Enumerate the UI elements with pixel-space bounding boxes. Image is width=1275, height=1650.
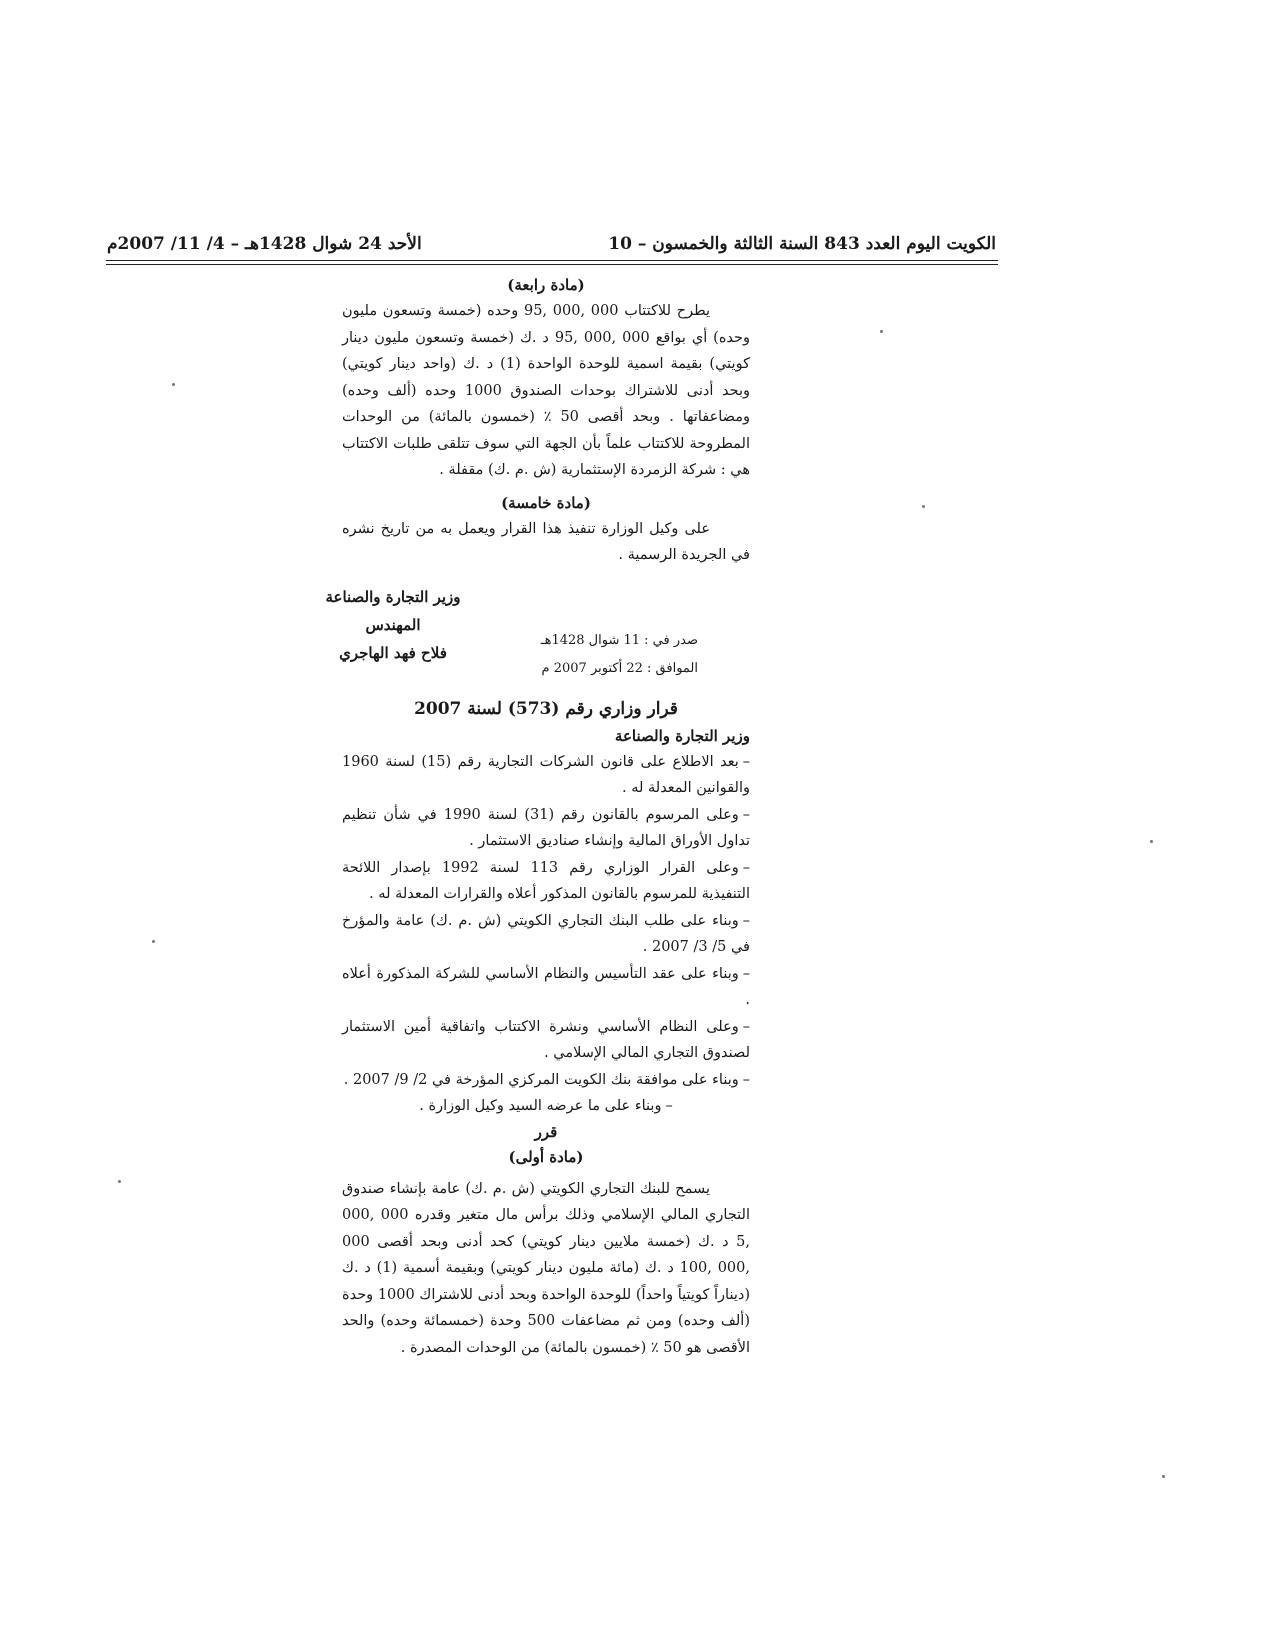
preamble-item: –وعلى النظام الأساسي ونشرة الاكتتاب واتفاقية أمين الاستثمار لصندوق التجاري المالي الإسلامي . <box>342 1018 750 1061</box>
scan-speck <box>118 1180 121 1183</box>
signatory-rank: المهندس <box>365 615 421 634</box>
scan-speck <box>152 940 155 943</box>
signature-block <box>325 583 750 695</box>
decree-subtitle: وزير التجارة والصناعة <box>614 726 750 745</box>
preamble-item: –وبناء على عقد التأسيس والنظام الأساسي للشركة المذكورة أعلاه . <box>342 965 750 1008</box>
issued-date: صدر في : 11 شوال 1428هـ <box>540 632 698 648</box>
scan-speck <box>922 505 925 508</box>
decided-heading: قرر <box>534 1122 558 1141</box>
article-5-text: على وكيل الوزارة تنفيذ هذا القرار ويعمل به من تاريخ نشره في الجريدة الرسمية . <box>342 520 750 563</box>
corresponding-date: الموافق : 22 أكتوبر 2007 م <box>541 660 698 676</box>
preamble-item: –وعلى القرار الوزاري رقم 113 لسنة 1992 بإصدار اللائحة التنفيذية للمرسوم بالقانون المذكور أعلاه والقرارات المعدلة له . <box>342 859 750 902</box>
signatory <box>308 583 478 667</box>
header-date: الأحد 24 شوال 1428هـ – 4/ 11/ 2007م <box>107 234 422 254</box>
article-5-title: (مادة خامسة) <box>501 493 591 512</box>
article-4-title: (مادة رابعة) <box>507 276 585 294</box>
preamble-item: –وعلى المرسوم بالقانون رقم (31) لسنة 1990 في شأن تنظيم تداول الأوراق المالية وإنشاء صناديق الاستثمار . <box>342 806 750 849</box>
decree-title: قرار وزاري رقم (573) لسنة 2007 <box>414 698 678 719</box>
signatory-title: وزير التجارة والصناعة <box>325 587 461 606</box>
text-column <box>325 272 751 1361</box>
scan-speck <box>1150 840 1153 843</box>
preamble-item: –وبناء على موافقة بنك الكويت المركزي المؤرخة في 2/ 9/ 2007 . <box>343 1071 750 1088</box>
article-4-text: يطرح للاكتتاب 000 ,000 ,95 وحده (خمسة وتسعون مليون وحده) أي بواقع 000 ,000 ,95 د .ك (خمسة وتسعون مليون دينار كويتي) بقيمة اسمية للوحدة الواحدة (1) د .ك (واحد دينار كويتي) وبحد أدنى للاشتراك بوحدات الصندوق 1000 وحده (ألف وحده) ومضاعفاتها . وبحد أقصى 50 ٪ (خمسون بالمائة) من الوحدات المطروحة للاكتتاب علماً بأن الجهة التي سوف تتلقى طلبات الاكتتاب هي : شركة الزمردة الإستثمارية (ش .م .ك) مقفلة . <box>342 303 751 478</box>
header-rule-bottom <box>106 264 998 265</box>
article-1-text: يسمح للبنك التجاري الكويتي (ش .م .ك) عامة بإنشاء صندوق التجاري المالي الإسلامي وذلك برأس مال متغير وقدره 000 ,000 ,5 د .ك (خمسة ملايين دينار كويتي) كحد أدنى وبحد أقصى 000 ,000 ,100 د .ك (مائة مليون دينار كويتي) وبقيمة أسمية (1) د .ك (ديناراً كويتياً واحداً) للوحدة الواحدة وبحد أدنى للاشتراك 1000 وحدة (ألف وحده) ومن ثم مضاعفات 500 وحدة (خمسمائة وحده) والحد الأقصى هو 50 ٪ (خمسون بالمائة) من الوحدات المصدرة . <box>342 1180 750 1356</box>
issue-dates <box>541 627 698 683</box>
signatory-name: فلاح فهد الهاجري <box>339 643 447 662</box>
article-1-title: (مادة أولى) <box>508 1147 584 1166</box>
preamble-item: –بعد الاطلاع على قانون الشركات التجارية رقم (15) لسنة 1960 والقوانين المعدلة له . <box>342 753 750 796</box>
header-issue: الكويت اليوم العدد 843 السنة الثالثة والخمسون – 10 <box>608 234 996 254</box>
scan-speck <box>880 330 883 333</box>
preamble-item: –وبناء على ما عرضه السيد وكيل الوزارة . <box>419 1098 673 1114</box>
scan-speck <box>1162 1475 1165 1478</box>
preamble-item: –وبناء على طلب البنك التجاري الكويتي (ش .م .ك) عامة والمؤرخ في 5/ 3/ 2007 . <box>342 912 750 955</box>
header-rule-top <box>106 260 998 261</box>
scan-speck <box>172 383 175 386</box>
